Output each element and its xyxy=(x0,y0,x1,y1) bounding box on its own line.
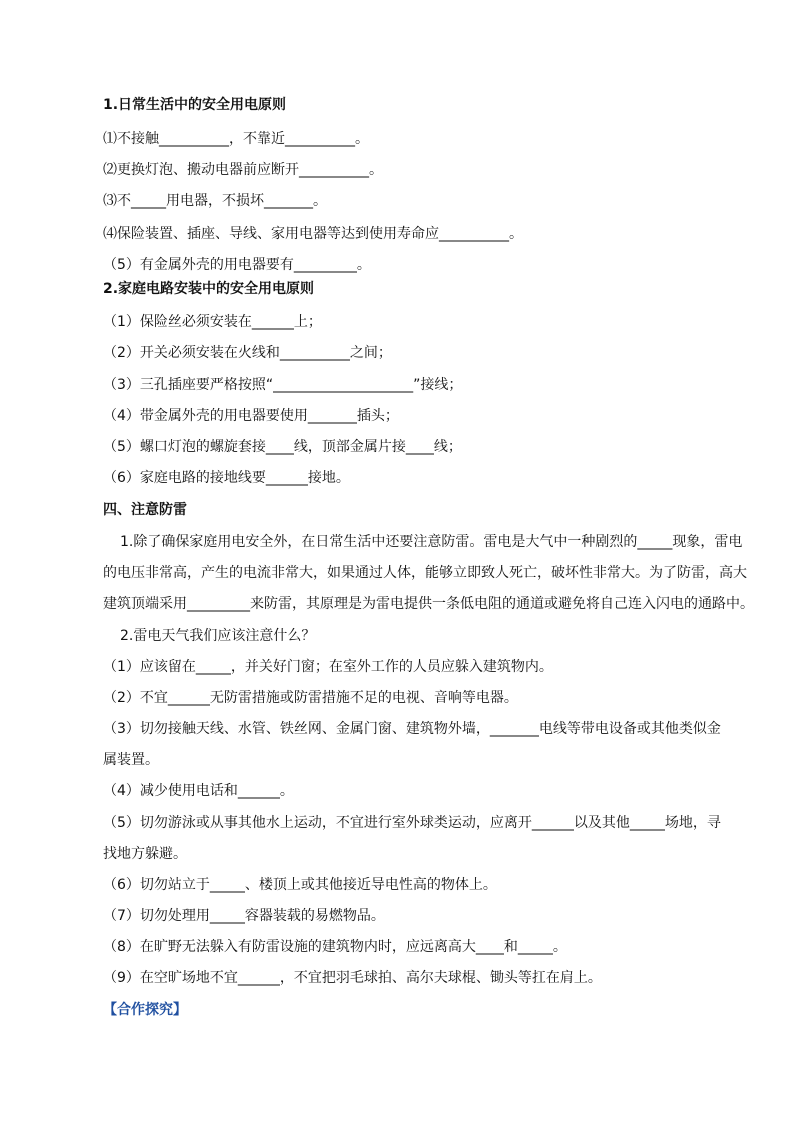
section1-item-4: ⑷保险装置、插座、导线、家用电器等达到使用寿命应__________。 xyxy=(103,226,523,242)
section2-item-4: （4）带金属外壳的用电器要使用_______插头； xyxy=(103,408,399,424)
section1-item-5: （5）有金属外壳的用电器要有_________。 xyxy=(103,257,371,273)
section4-item-1: （1）应该留在_____，并关好门窗；在室外工作的人员应躲入建筑物内。 xyxy=(103,659,553,675)
section2-item-2: （2）开关必须安装在火线和__________之间； xyxy=(103,345,392,361)
section4-item-2: （2）不宜______无防雷措施或防雷措施不足的电视、音响等电器。 xyxy=(103,690,518,706)
section4-item-3-line2: 属装置。 xyxy=(103,752,159,768)
section4-heading: 四、注意防雷 xyxy=(103,502,187,518)
section1-item-2: ⑵更换灯泡、搬动电器前应断开__________。 xyxy=(103,162,383,178)
section4-item-5-line1: （5）切勿游泳或从事其他水上运动，不宜进行室外球类运动，应离开______以及其他_____场地，寻 xyxy=(103,815,721,831)
section2-item-5: （5）螺口灯泡的螺旋套接____线，顶部金属片接____线； xyxy=(103,439,462,455)
section4-item-8: （8）在旷野无法躲入有防雷设施的建筑物内时，应远离高大____和_____。 xyxy=(103,939,567,955)
section4-para1-line1: 1.除了确保家庭用电安全外，在日常生活中还要注意防雷。雷电是大气中一种剧烈的_____现象，雷电 xyxy=(120,534,743,550)
section4-item-5-line2: 找地方躲避。 xyxy=(103,846,187,862)
section1-item-3: ⑶不_____用电器，不损坏_______。 xyxy=(103,193,327,209)
section4-question: 2.雷电天气我们应该注意什么？ xyxy=(120,628,316,644)
section4-item-7: （7）切勿处理用_____容器装载的易燃物品。 xyxy=(103,908,385,924)
section2-item-3: （3）三孔插座要严格按照“____________________”接线； xyxy=(103,377,463,393)
section4-para1-line3: 建筑顶端采用_________来防雷，其原理是为雷电提供一条低电阻的通道或避免将自己连入闪电的通路中。 xyxy=(103,596,754,612)
section4-item-9: （9）在空旷场地不宜______，不宜把羽毛球拍、高尔夫球棍、锄头等扛在肩上。 xyxy=(103,970,602,986)
section2-heading: 2.家庭电路安装中的安全用电原则 xyxy=(103,281,315,297)
section4-item-3-line1: （3）切勿接触天线、水管、铁丝网、金属门窗、建筑物外墙，_______电线等带电设备或其他类似金 xyxy=(103,721,721,737)
section4-item-6: （6）切勿站立于_____、楼顶上或其他接近导电性高的物体上。 xyxy=(103,877,497,893)
section4-item-4: （4）减少使用电话和______。 xyxy=(103,783,294,799)
section4-para1-line2: 的电压非常高，产生的电流非常大，如果通过人体，能够立即致人死亡，破坏性非常大。为了防雷，高大 xyxy=(103,565,747,581)
cooperative-inquiry-label: 【合作探究】 xyxy=(103,1002,187,1018)
section2-item-6: （6）家庭电路的接地线要______接地。 xyxy=(103,470,350,486)
section2-item-1: （1）保险丝必须安装在______上； xyxy=(103,314,322,330)
section1-item-1: ⑴不接触__________，不靠近__________。 xyxy=(103,131,369,147)
section1-heading: 1.日常生活中的安全用电原则 xyxy=(103,97,287,113)
